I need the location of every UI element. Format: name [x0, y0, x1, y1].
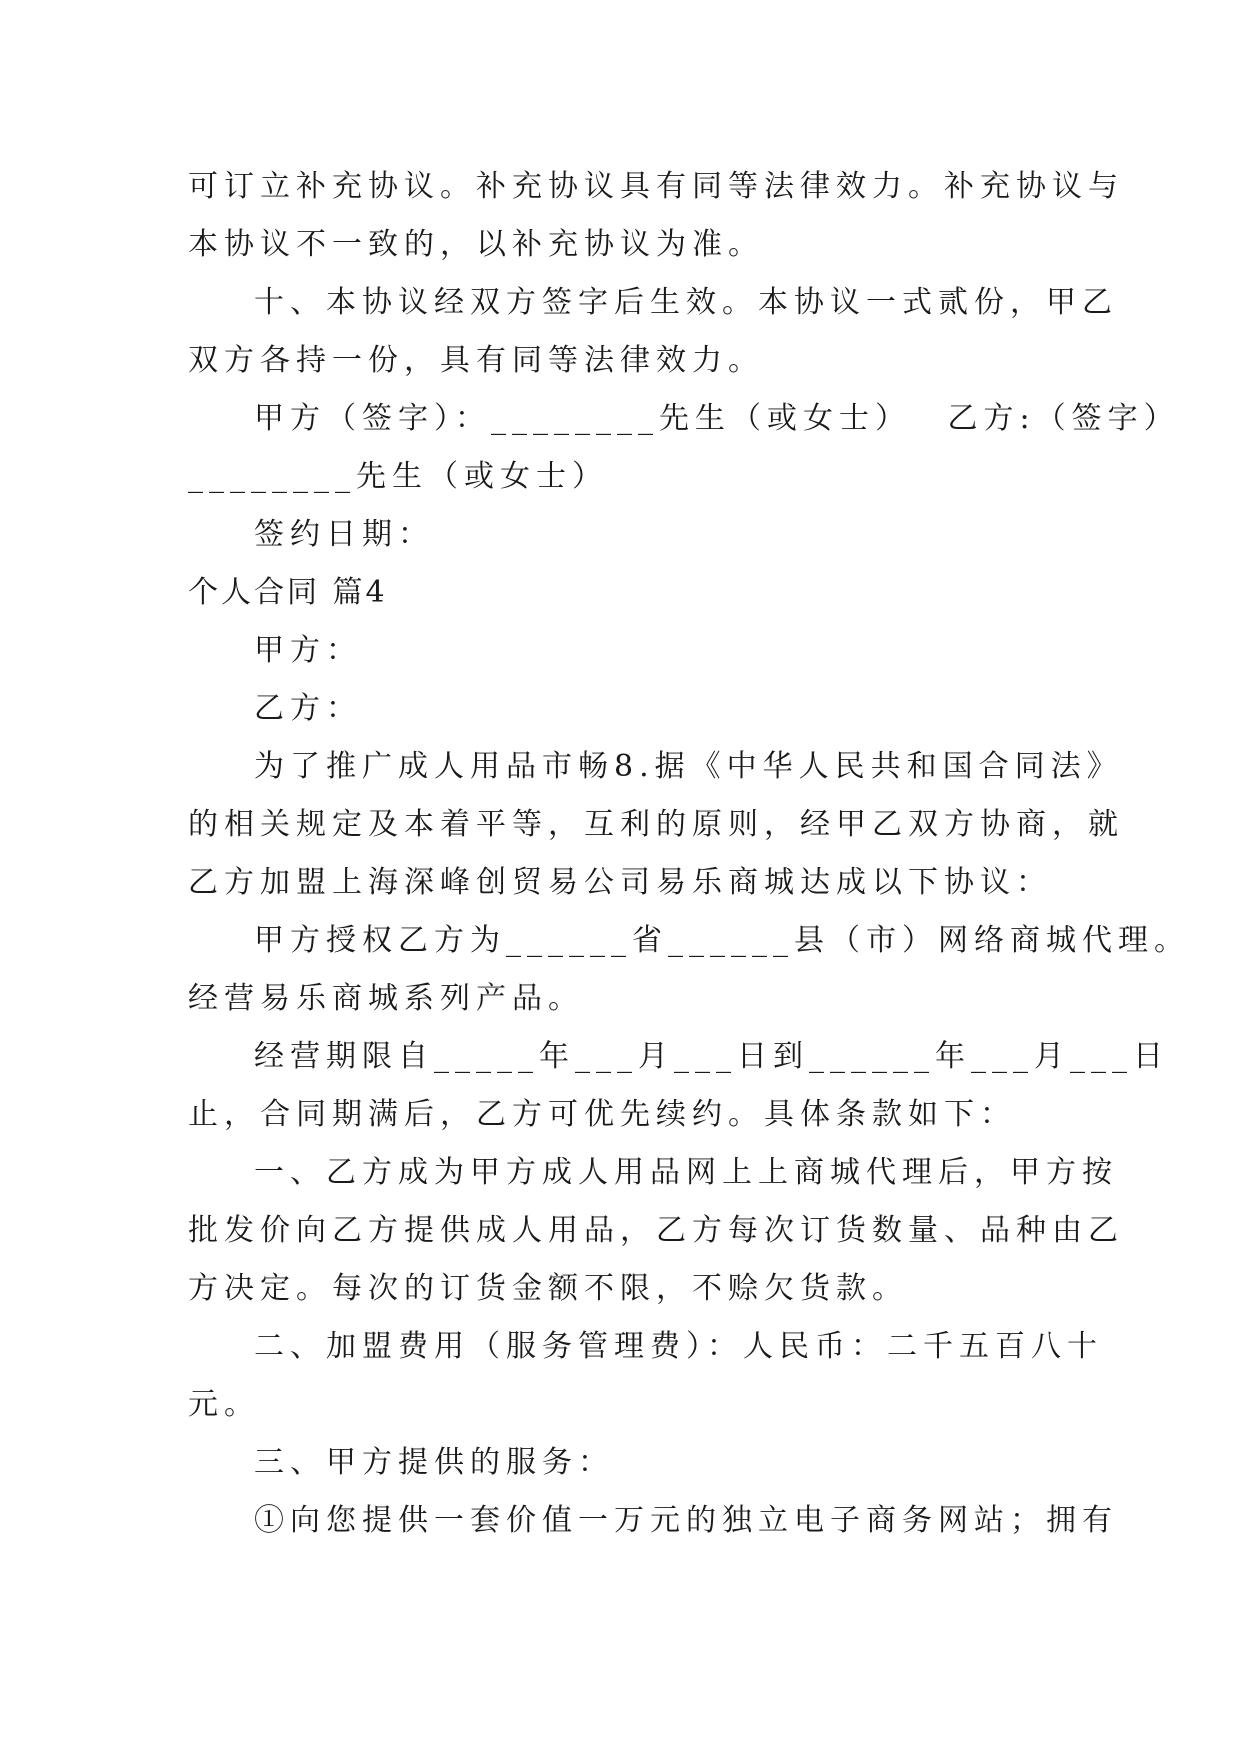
section-heading: 个人合同 篇4	[188, 575, 388, 610]
document-body	[188, 158, 1190, 1550]
clause-one-line: 一、乙方成为甲方成人用品网上上商城代理后，甲方按	[254, 1155, 1118, 1190]
party-b-label: 乙方：	[254, 691, 362, 726]
term-period-line: 经营期限自_____年___月___日到______年___月___日	[254, 1039, 1169, 1074]
paragraph-line: 止，合同期满后，乙方可优先续约。具体条款如下：	[188, 1097, 1016, 1132]
clause-ten-line: 十、本协议经双方签字后生效。本协议一式贰份，甲乙	[254, 285, 1118, 320]
paragraph-line: 经营易乐商城系列产品。	[188, 981, 584, 1016]
paragraph-line: 为了推广成人用品市畅8.据《中华人民共和国合同法》	[254, 749, 1123, 784]
paragraph-line: 元。	[188, 1387, 260, 1422]
signature-line: ________先生（或女士）	[188, 459, 608, 494]
signing-date-label: 签约日期：	[254, 517, 434, 552]
service-item-line: ①向您提供一套价值一万元的独立电子商务网站；拥有	[254, 1503, 1118, 1538]
paragraph-line: 本协议不一致的，以补充协议为准。	[188, 227, 764, 262]
signature-line: 甲方（签字）：________先生（或女士） 乙方:（签字）	[254, 401, 1180, 436]
paragraph-line: 方决定。每次的订货金额不限，不赊欠货款。	[188, 1271, 908, 1306]
paragraph-line: 双方各持一份，具有同等法律效力。	[188, 343, 764, 378]
paragraph-line: 乙方加盟上海深峰创贸易公司易乐商城达成以下协议：	[188, 865, 1052, 900]
paragraph-line: 的相关规定及本着平等，互利的原则，经甲乙双方协商，就	[188, 807, 1124, 842]
paragraph-line: 甲方授权乙方为______省______县（市）网络商城代理。	[254, 923, 1190, 958]
paragraph-line: 批发价向乙方提供成人用品，乙方每次订货数量、品种由乙	[188, 1213, 1124, 1248]
clause-three-line: 三、甲方提供的服务：	[254, 1445, 614, 1480]
party-a-label: 甲方：	[254, 633, 362, 668]
paragraph-line: 可订立补充协议。补充协议具有同等法律效力。补充协议与	[188, 169, 1124, 204]
clause-two-line: 二、加盟费用（服务管理费）：人民币：二千五百八十	[254, 1329, 1103, 1364]
